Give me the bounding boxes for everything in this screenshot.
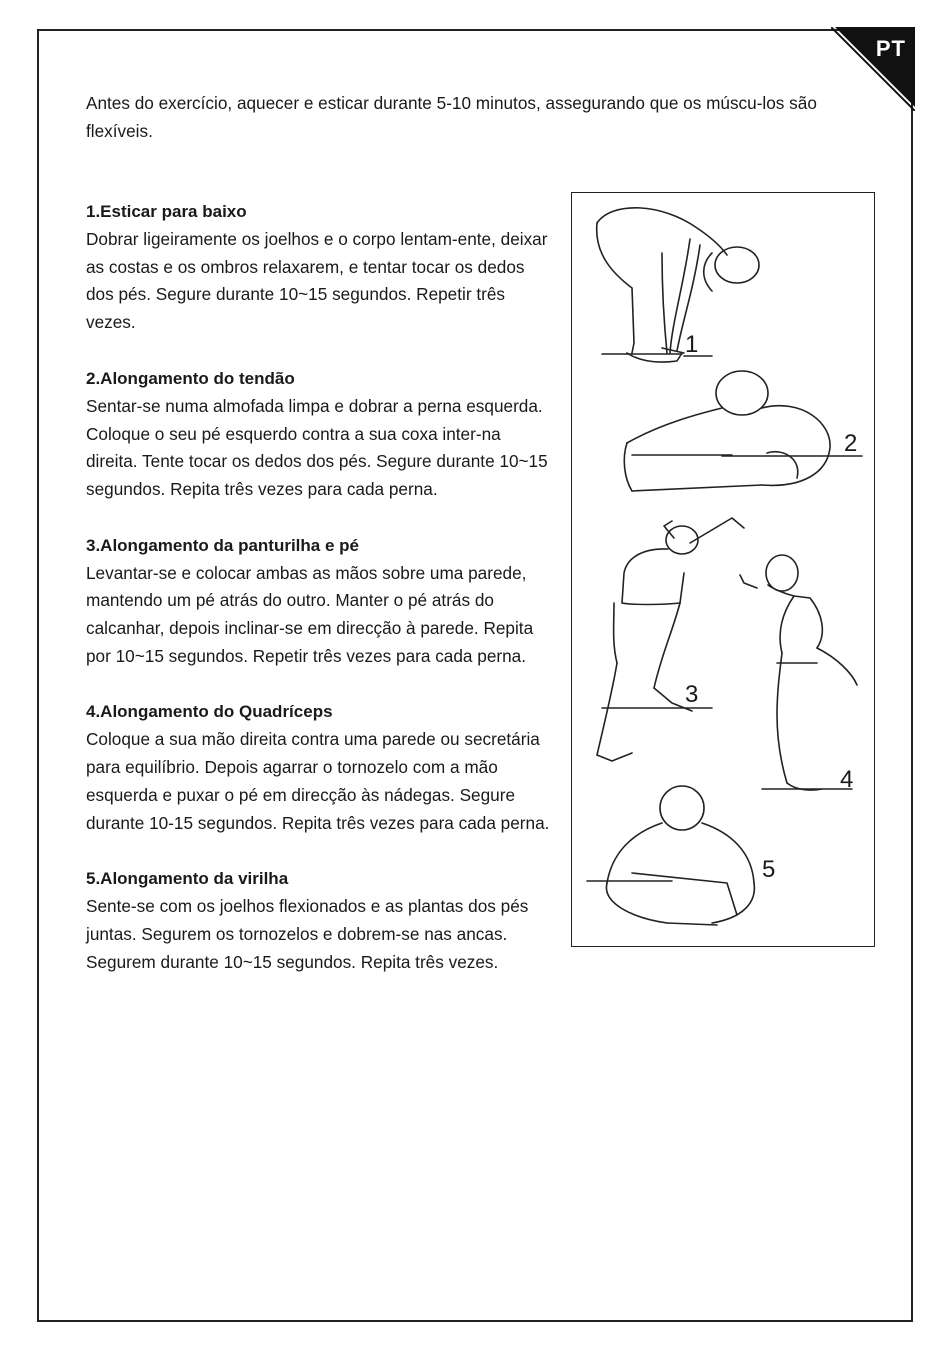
section-text: Sente-se com os joelhos flexionados e as plantas dos pés juntas. Segurem os tornozelos e dobrem-se nas ancas. Segurem durante 10~15 segundos. Repita três vezes. [86, 896, 529, 972]
figure-label-1: 1 [685, 331, 699, 358]
section-3 [86, 532, 556, 671]
section-5 [86, 865, 556, 976]
section-text: Dobrar ligeiramente os joelhos e o corpo lentam-ente, deixar as costas e os ombros relaxarem, e tentar tocar os dedos dos pés. Segure durante 10~15 segundos. Repetir três vezes. [86, 229, 548, 333]
stretch-figure-3 [597, 518, 744, 761]
section-text: Levantar-se e colocar ambas as mãos sobre uma parede, mantendo um pé atrás do outro. Manter o pé atrás do calcanhar, depois inclinar-se em direcção à parede. Repita por 10~15 segundos. Repetir três vezes para cada perna. [86, 562, 534, 666]
figure-label-4: 4 [840, 766, 854, 793]
section-title: 3.Alongamento da panturilha e pé [86, 535, 359, 555]
exercise-sections [86, 198, 556, 1004]
figure-label-3: 3 [685, 681, 699, 708]
section-text: Sentar-se numa almofada limpa e dobrar a perna esquerda. [86, 395, 543, 416]
section-2 [86, 365, 556, 504]
stretch-figure-5 [587, 786, 754, 925]
stretch-figure-2 [624, 371, 862, 491]
section-text: Coloque o seu pé esquerdo contra a sua coxa inter-na direita. Tente tocar os dedos dos pés. Segure durante 10~15 segundos. Repita três vezes para cada perna. [86, 423, 548, 499]
figure-label-2: 2 [844, 430, 858, 457]
stretch-figure-1 [597, 208, 759, 362]
section-title: 4.Alongamento do Quadríceps [86, 702, 333, 722]
section-text: Coloque a sua mão direita contra uma parede ou secretária para equilíbrio. Depois agarrar o tornozelo com a mão esquerda e puxar o pé em direcção às nádegas. Segure durante 10-15 segundos. Repita três vezes para cada perna. [86, 729, 550, 833]
intro-text: Antes do exercício, aquecer e esticar durante 5-10 minutos, assegurando que os múscu-los são flexíveis. [86, 93, 817, 141]
section-4 [86, 698, 556, 837]
section-1 [86, 198, 556, 337]
figure-label-5: 5 [762, 856, 776, 883]
stretch-figure-4 [740, 555, 857, 790]
section-title: 2.Alongamento do tendão [86, 368, 295, 388]
stretch-illustrations [571, 192, 875, 947]
section-title: 5.Alongamento da virilha [86, 869, 289, 889]
language-tag: PT [875, 36, 906, 61]
section-title: 1.Esticar para baixo [86, 202, 247, 221]
